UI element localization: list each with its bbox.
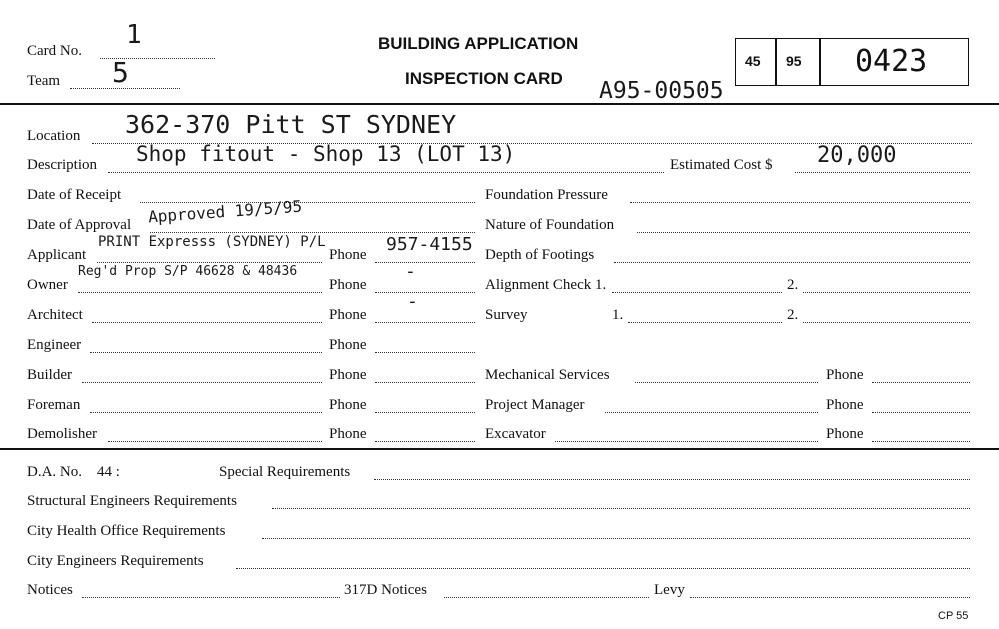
foreman-line bbox=[90, 412, 322, 413]
application-reference: A95-00505 bbox=[599, 78, 724, 104]
levy-line bbox=[690, 597, 970, 598]
foreman-phone-label: Phone bbox=[329, 397, 367, 413]
divider-top bbox=[0, 103, 999, 105]
date-approval-label: Date of Approval bbox=[27, 217, 132, 233]
demolisher-phone-line bbox=[375, 441, 475, 442]
applicant-phone-value: 957-4155 bbox=[386, 234, 473, 255]
engineer-phone-label: Phone bbox=[329, 337, 367, 353]
architect-phone-label: Phone bbox=[329, 307, 367, 323]
survey-label: Survey bbox=[485, 307, 528, 323]
owner-phone-value: - bbox=[405, 261, 416, 282]
survey-line-1 bbox=[628, 322, 782, 323]
description-label: Description bbox=[27, 157, 97, 173]
depth-footings-line bbox=[614, 262, 970, 263]
title-line-2: INSPECTION CARD bbox=[405, 69, 563, 88]
estimated-cost-label: Estimated Cost $ bbox=[670, 157, 773, 173]
architect-phone-line bbox=[375, 322, 475, 323]
engineer-phone-line bbox=[375, 352, 475, 353]
foreman-phone-line bbox=[375, 412, 475, 413]
engineer-line bbox=[90, 352, 322, 353]
mechanical-phone-label: Phone bbox=[826, 367, 864, 383]
owner-value: Reg'd Prop S/P 46628 & 48436 bbox=[78, 264, 298, 279]
location-label: Location bbox=[27, 128, 81, 144]
notices-317d-line bbox=[444, 597, 649, 598]
team-label: Team bbox=[27, 73, 61, 89]
foundation-pressure-label: Foundation Pressure bbox=[485, 187, 608, 203]
structural-label: Structural Engineers Requirements bbox=[27, 493, 237, 509]
owner-line bbox=[78, 292, 322, 293]
architect-label: Architect bbox=[27, 307, 83, 323]
owner-label: Owner bbox=[27, 277, 68, 293]
applicant-phone-label: Phone bbox=[329, 247, 367, 263]
nature-foundation-label: Nature of Foundation bbox=[485, 217, 615, 233]
nature-foundation-line bbox=[637, 232, 970, 233]
special-requirements-label: Special Requirements bbox=[219, 464, 351, 480]
card-no-label: Card No. bbox=[27, 43, 82, 59]
excavator-phone-label: Phone bbox=[826, 426, 864, 442]
form-code: CP 55 bbox=[938, 610, 969, 622]
description-line bbox=[108, 172, 664, 173]
demolisher-label: Demolisher bbox=[27, 426, 97, 442]
alignment-check-line-2 bbox=[803, 292, 970, 293]
owner-phone-line bbox=[375, 292, 475, 293]
survey-line-2 bbox=[803, 322, 970, 323]
da-label: D.A. No. bbox=[27, 464, 82, 480]
project-manager-phone-line bbox=[872, 412, 970, 413]
builder-phone-label: Phone bbox=[329, 367, 367, 383]
description-value: Shop fitout - Shop 13 (LOT 13) bbox=[136, 142, 516, 166]
applicant-label: Applicant bbox=[27, 247, 87, 263]
builder-phone-line bbox=[375, 382, 475, 383]
levy-label: Levy bbox=[654, 582, 685, 598]
project-manager-label: Project Manager bbox=[485, 397, 585, 413]
excavator-line bbox=[555, 441, 818, 442]
foreman-label: Foreman bbox=[27, 397, 81, 413]
builder-line bbox=[82, 382, 322, 383]
ref-box-a-value: 45 bbox=[745, 53, 761, 69]
title-line-1: BUILDING APPLICATION bbox=[378, 34, 579, 53]
mechanical-line bbox=[635, 382, 818, 383]
applicant-value: PRINT Expresss (SYDNEY) P/L bbox=[98, 234, 326, 250]
owner-phone-label: Phone bbox=[329, 277, 367, 293]
date-receipt-line bbox=[140, 202, 475, 203]
builder-label: Builder bbox=[27, 367, 72, 383]
date-approval-value: Approved 19/5/95 bbox=[147, 196, 303, 227]
da-value: 44 : bbox=[97, 464, 120, 480]
location-value: 362-370 Pitt ST SYDNEY bbox=[125, 110, 457, 139]
architect-line bbox=[92, 322, 322, 323]
applicant-phone-line bbox=[375, 262, 475, 263]
notices-label: Notices bbox=[27, 582, 73, 598]
project-manager-phone-label: Phone bbox=[826, 397, 864, 413]
card-no-value: 1 bbox=[126, 20, 142, 50]
city-engineers-label: City Engineers Requirements bbox=[27, 553, 204, 569]
foundation-pressure-line bbox=[630, 202, 970, 203]
mechanical-phone-line bbox=[872, 382, 970, 383]
health-label: City Health Office Requirements bbox=[27, 523, 226, 539]
estimated-cost-line bbox=[795, 172, 970, 173]
ref-box-c-value: 0423 bbox=[855, 44, 928, 79]
structural-line bbox=[272, 508, 970, 509]
city-engineers-line bbox=[236, 568, 970, 569]
alignment-check-line-1 bbox=[612, 292, 782, 293]
divider-bottom bbox=[0, 448, 999, 450]
project-manager-line bbox=[605, 412, 818, 413]
survey-1-label: 1. bbox=[612, 307, 624, 323]
demolisher-phone-label: Phone bbox=[329, 426, 367, 442]
demolisher-line bbox=[108, 441, 322, 442]
date-receipt-label: Date of Receipt bbox=[27, 187, 122, 203]
notices-317d-label: 317D Notices bbox=[344, 582, 427, 598]
health-line bbox=[262, 538, 970, 539]
special-requirements-line bbox=[374, 479, 970, 480]
survey-2-label: 2. bbox=[787, 307, 799, 323]
estimated-cost-value: 20,000 bbox=[817, 143, 897, 168]
depth-footings-label: Depth of Footings bbox=[485, 247, 595, 263]
team-value: 5 bbox=[112, 56, 129, 89]
alignment-check-label: Alignment Check 1. bbox=[485, 277, 607, 293]
alignment-check-2-label: 2. bbox=[787, 277, 799, 293]
mechanical-label: Mechanical Services bbox=[485, 367, 610, 383]
engineer-label: Engineer bbox=[27, 337, 82, 353]
excavator-label: Excavator bbox=[485, 426, 546, 442]
applicant-line bbox=[97, 262, 322, 263]
excavator-phone-line bbox=[872, 441, 970, 442]
notices-line bbox=[82, 597, 340, 598]
ref-box-b-value: 95 bbox=[786, 53, 802, 69]
architect-phone-value: - bbox=[407, 291, 418, 312]
date-approval-line bbox=[150, 232, 475, 233]
